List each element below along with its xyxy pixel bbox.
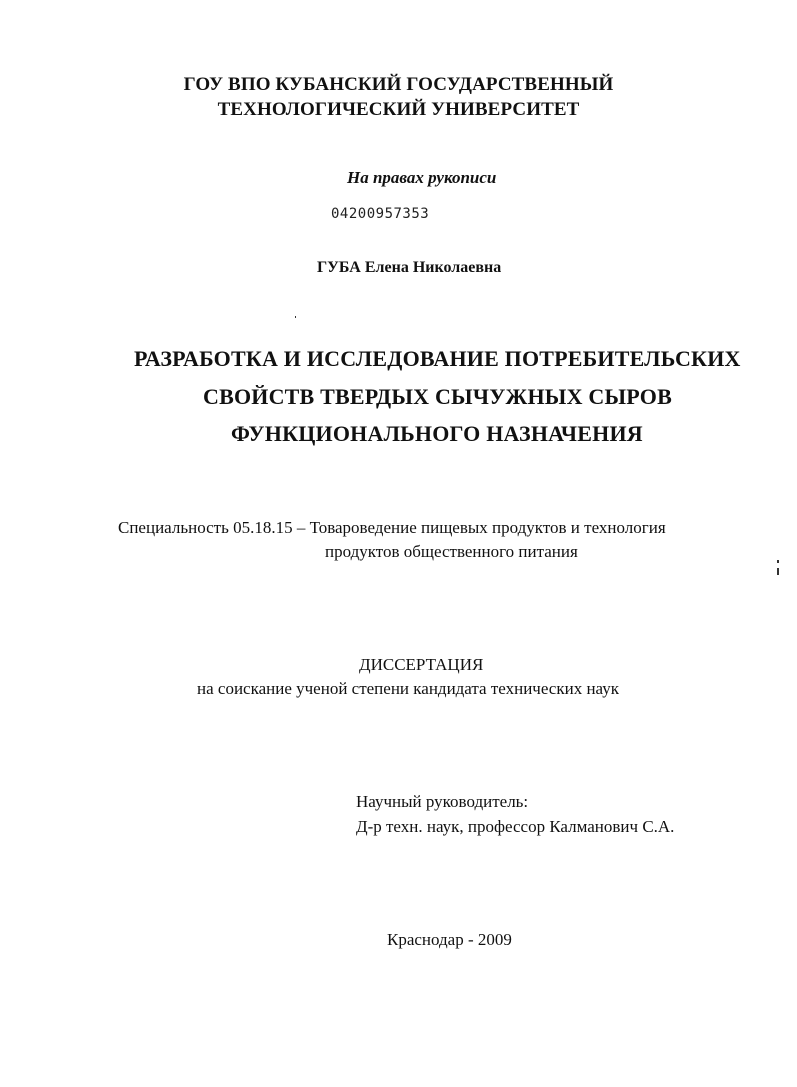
scan-speck [295,316,296,318]
place-and-year: Краснодар - 2009 [387,930,512,949]
dissertation-title-line-1: РАЗРАБОТКА И ИССЛЕДОВАНИЕ ПОТРЕБИТЕЛЬСКИХ [134,346,741,371]
dissertation-title-line-3: ФУНКЦИОНАЛЬНОГО НАЗНАЧЕНИЯ [231,421,643,446]
specialty-line-1: Специальность 05.18.15 – Товароведение пищевых продуктов и технология [118,518,666,537]
dissertation-heading: ДИССЕРТАЦИЯ [359,655,484,674]
scan-speck [777,560,779,563]
supervisor-name: Д-р техн. наук, профессор Калманович С.А. [356,817,675,836]
dissertation-subtitle: на соискание ученой степени кандидата технических наук [197,679,620,698]
institution-name-line-1: ГОУ ВПО КУБАНСКИЙ ГОСУДАРСТВЕННЫЙ [183,74,614,95]
institution-name-line-2: ТЕХНОЛОГИЧЕСКИЙ УНИВЕРСИТЕТ [217,99,580,120]
scan-speck [777,568,779,575]
supervisor-label: Научный руководитель: [356,792,529,811]
registration-code: 04200957353 [331,206,430,222]
dissertation-title-line-2: СВОЙСТВ ТВЕРДЫХ СЫЧУЖНЫХ СЫРОВ [203,384,672,409]
specialty-line-2: продуктов общественного питания [325,542,578,561]
manuscript-note: На правах рукописи [347,168,497,187]
author-name: ГУБА Елена Николаевна [317,259,502,276]
